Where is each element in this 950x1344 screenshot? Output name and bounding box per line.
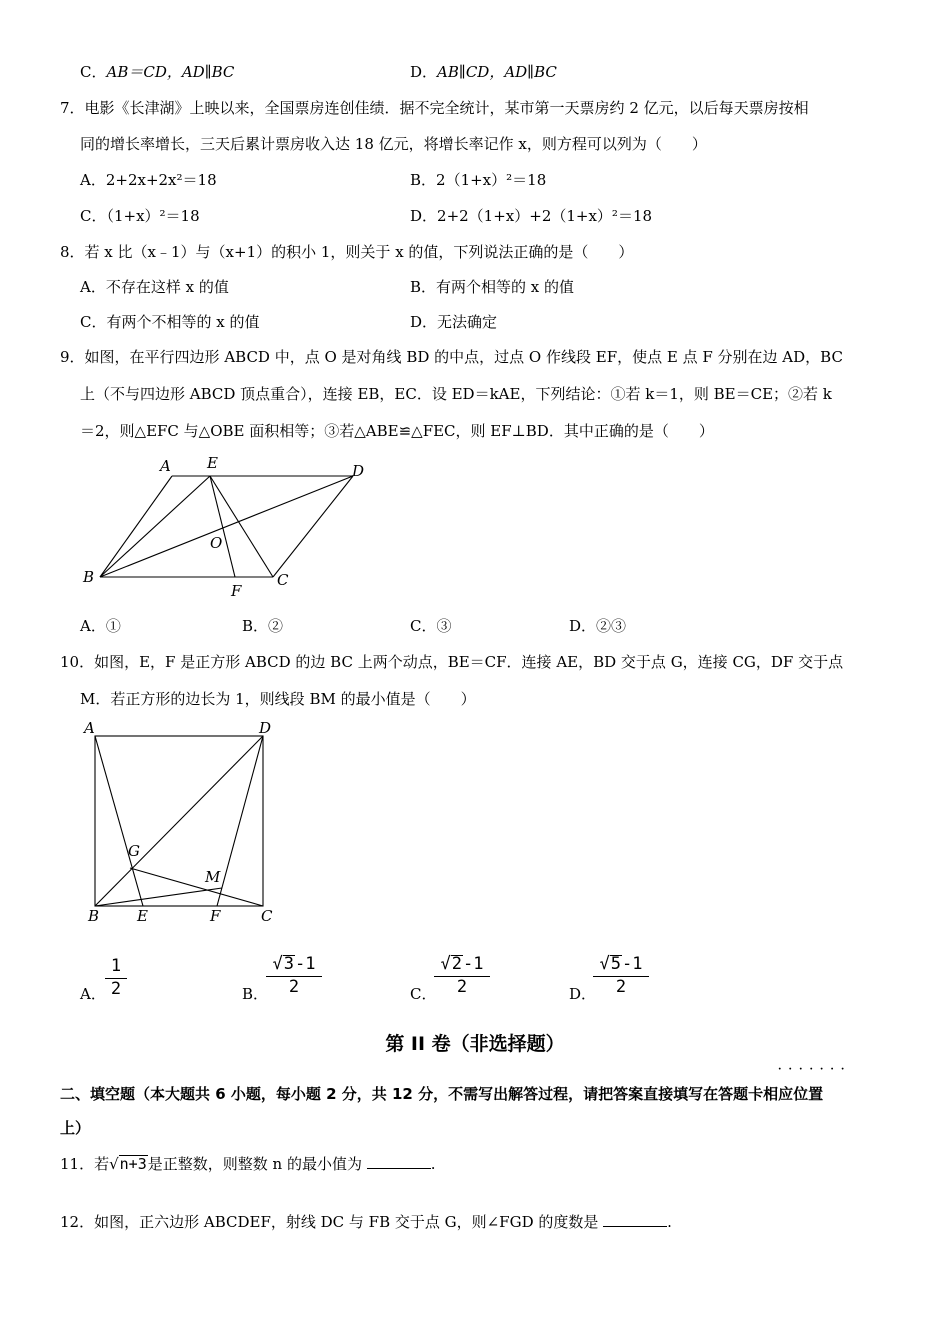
q10-option-c-rest: -1 (463, 954, 484, 974)
q10-label-m: M (205, 868, 221, 886)
q12-stem (60, 1211, 672, 1232)
emphasis-dots: ······· (778, 1064, 852, 1075)
q7-option-b[interactable]: B．2（1+x）²＝18 (410, 171, 547, 189)
q10-option-a-fraction (105, 956, 127, 999)
q12-text: 12．如图，正六边形 ABCDEF，射线 DC 与 FB 交于点 G，则∠FGD 的度数是 (60, 1213, 599, 1231)
q9-stem-line1: 9．如图，在平行四边形 ABCD 中，点 O 是对角线 BD 的中点，过点 O 作线段 EF，使点 E 点 F 分别在边 AD，BC (60, 348, 843, 366)
q9-side-ab (100, 476, 172, 577)
q9-segment-eb (100, 476, 210, 577)
q10-option-b-denominator: 2 (288, 977, 300, 997)
q10-option-a-label: A． (80, 985, 106, 1003)
q8-option-a[interactable]: A．不存在这样 x 的值 (80, 278, 229, 296)
q9-option-a[interactable]: A．① (80, 617, 121, 635)
q12-end: . (667, 1213, 672, 1231)
q10-option-b-sqrt-icon: √ (272, 954, 283, 974)
q10-option-c-denominator: 2 (456, 977, 468, 997)
q10-label-b: B (88, 907, 100, 925)
q9-label-f: F (231, 582, 242, 600)
q10-option-d-sqrt-icon: √ (599, 954, 610, 974)
q10-option-b-fraction (266, 954, 322, 997)
q9-parallelogram-figure (75, 450, 375, 600)
q7-stem-line2: 同的增长率增长，三天后累计票房收入达 18 亿元，将增长率记作 x，则方程可以列为（ ） (80, 135, 707, 153)
q11-answer-blank[interactable] (367, 1154, 431, 1169)
part2-title: 第 II 卷（非选择题） (385, 1033, 565, 1055)
q11-radicand: n+3 (119, 1155, 147, 1173)
q10-label-c: C (261, 907, 273, 925)
q9-label-o: O (210, 534, 223, 552)
q10-segment-bm (95, 888, 222, 906)
q7-option-c[interactable]: C．（1+x）²＝18 (80, 207, 200, 225)
q10-option-d-label: D． (569, 985, 597, 1003)
q12-answer-blank[interactable] (603, 1212, 667, 1227)
q10-option-b-label: B． (242, 985, 269, 1003)
q10-option-a-numerator: 1 (110, 956, 122, 976)
q10-stem-line2: M．若正方形的边长为 1，则线段 BM 的最小值是（ ） (80, 690, 476, 708)
q10-option-a[interactable] (80, 983, 106, 1004)
q10-option-d-rest: -1 (622, 954, 643, 974)
q10-stem-line1: 10．如图，E，F 是正方形 ABCD 的边 BC 上两个动点，BE＝CF．连接 AE，BD 交于点 G，连接 CG，DF 交于点 (60, 653, 844, 671)
q10-label-g: G (128, 842, 140, 860)
q10-label-d: D (259, 719, 272, 737)
q7-option-a[interactable]: A．2+2x+2x²＝18 (80, 171, 217, 189)
q10-option-d-denominator: 2 (615, 977, 627, 997)
q10-label-a: A (84, 719, 95, 737)
q10-segment-cg (130, 868, 263, 906)
q11-prefix: 11．若 (60, 1155, 110, 1173)
q10-option-c-radicand: 2 (451, 954, 462, 974)
q8-option-b[interactable]: B．有两个相等的 x 的值 (410, 278, 575, 296)
q6-option-c[interactable] (80, 61, 234, 82)
q10-option-b-radicand: 3 (283, 954, 294, 974)
q6-option-c-text: AB＝CD，AD∥BC (106, 63, 235, 81)
q6-option-d-text: AB∥CD，AD∥BC (437, 63, 557, 81)
q9-option-b[interactable]: B．② (242, 617, 284, 635)
q10-option-c[interactable] (410, 983, 436, 1004)
q9-label-b: B (83, 568, 95, 586)
q11-suffix: 是正整数，则整数 n 的最小值为 (147, 1155, 362, 1173)
q10-square-figure (75, 718, 285, 930)
q9-stem-line2: 上（不与四边形 ABCD 顶点重合），连接 EB，EC．设 ED＝kAE，下列结论：①若 k＝1，则 BE＝CE；②若 k (80, 385, 832, 403)
q9-label-a: A (160, 457, 171, 475)
q8-option-d[interactable]: D．无法确定 (410, 313, 498, 331)
q11-sqrt (109, 1155, 148, 1173)
q11-end: . (430, 1155, 436, 1173)
q10-option-b-rest: -1 (295, 954, 316, 974)
section-heading-line2: 上） (60, 1119, 91, 1137)
q10-diagonal-bd (95, 736, 263, 906)
q10-label-e: E (137, 907, 148, 925)
q9-diagonal-bd (100, 476, 353, 577)
q10-label-f: F (210, 907, 221, 925)
q9-stem-line3: ＝2，则△EFC 与△OBE 面积相等；③若△ABE≌△FEC，则 EF⊥BD．其中正确的是（ ） (80, 422, 714, 440)
q9-label-e: E (207, 454, 218, 472)
q8-option-c[interactable]: C．有两个不相等的 x 的值 (80, 313, 260, 331)
q10-option-c-sqrt-icon: √ (440, 954, 451, 974)
q6-option-d[interactable] (410, 61, 557, 82)
q10-option-c-label: C． (410, 985, 437, 1003)
q11-sqrt-icon: √ (109, 1155, 119, 1173)
q10-segment-df (217, 736, 263, 906)
q6-option-c-label: C． (80, 63, 107, 81)
q10-segment-ae (95, 736, 143, 906)
q6-option-d-label: D． (410, 63, 438, 81)
q10-option-d-radicand: 5 (610, 954, 621, 974)
q9-label-d: D (352, 462, 365, 480)
q9-option-c[interactable]: C．③ (410, 617, 452, 635)
q7-stem-line1: 7．电影《长津湖》上映以来，全国票房连创佳绩．据不完全统计，某市第一天票房约 2 亿元，以后每天票房按相 (60, 99, 809, 117)
q9-side-cd (273, 476, 353, 577)
q10-option-b[interactable] (242, 983, 268, 1004)
q9-label-c: C (277, 571, 289, 589)
q9-option-d[interactable]: D．②③ (569, 617, 627, 635)
q11-stem (60, 1153, 436, 1174)
q8-stem: 8．若 x 比（x﹣1）与（x+1）的积小 1，则关于 x 的值，下列说法正确的是（ ） (60, 243, 634, 261)
q9-segment-ef (210, 476, 235, 577)
q10-option-a-denominator: 2 (110, 979, 122, 999)
q9-segment-ec (210, 476, 273, 577)
q10-option-c-fraction (434, 954, 490, 997)
section-heading-line1: 二、填空题（本大题共 6 小题，每小题 2 分，共 12 分，不需写出解答过程，请把答案直接填写在答题卡相应位置 (60, 1085, 824, 1103)
q10-option-d[interactable] (569, 983, 596, 1004)
q7-option-d[interactable]: D．2+2（1+x）+2（1+x）²＝18 (410, 207, 653, 225)
q10-option-d-fraction (593, 954, 649, 997)
